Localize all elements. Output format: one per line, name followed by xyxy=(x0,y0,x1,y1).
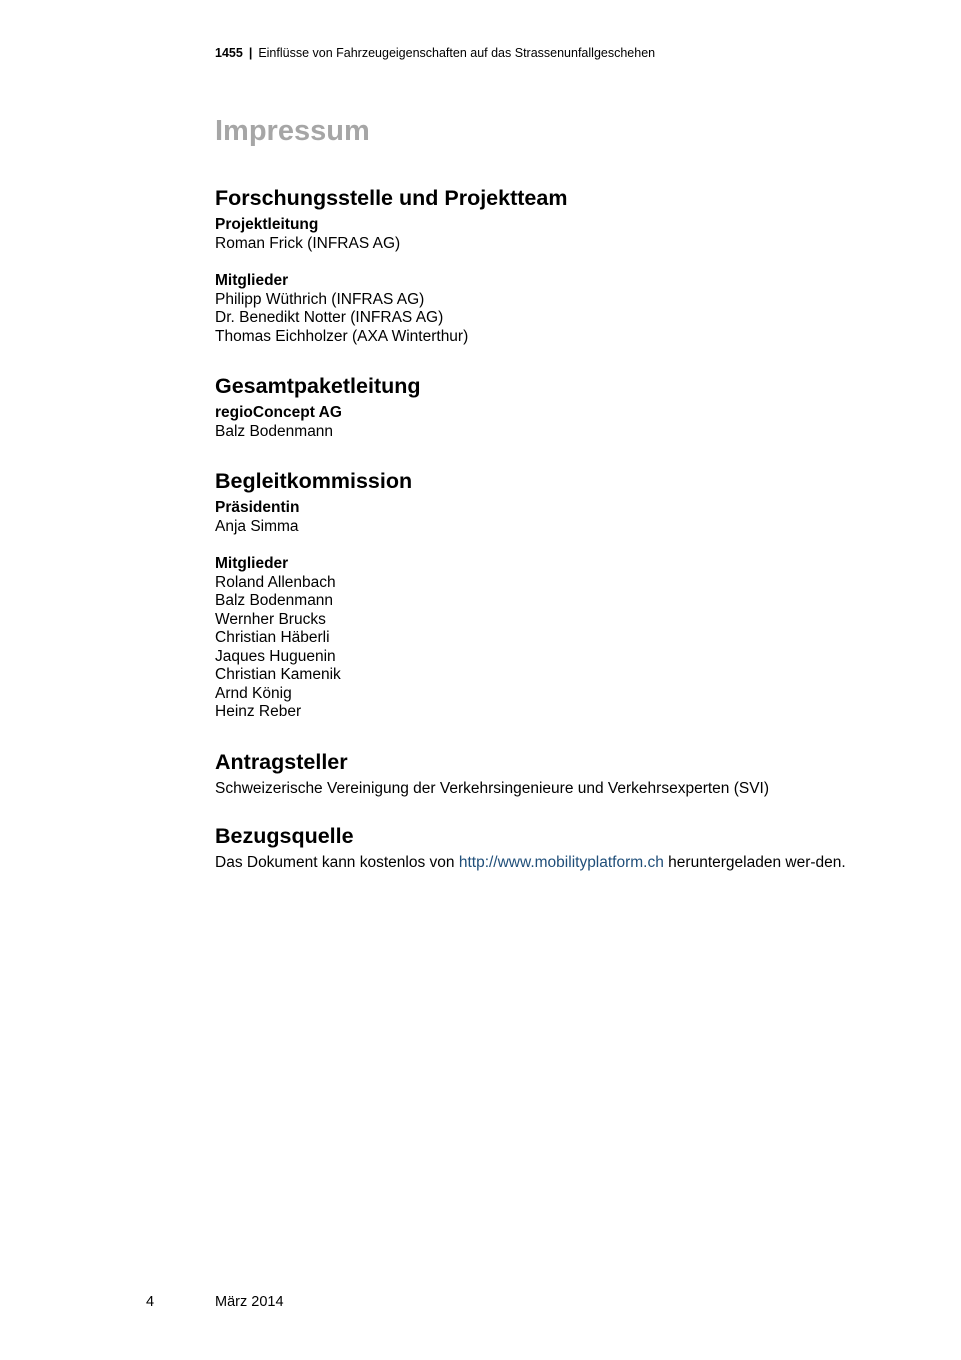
person: Dr. Benedikt Notter (INFRAS AG) xyxy=(215,309,444,326)
person: Anja Simma xyxy=(215,517,299,535)
section-heading: Forschungsstelle und Projektteam xyxy=(215,186,568,210)
group-title: Mitglieder xyxy=(215,272,289,289)
group-title: Präsidentin xyxy=(215,499,300,516)
source-text-after: heruntergeladen wer-den. xyxy=(668,854,846,871)
person: Balz Bodenmann xyxy=(215,592,334,609)
group-members xyxy=(215,272,857,346)
section-commission xyxy=(215,467,857,722)
person: Thomas Eichholzer (AXA Winterthur) xyxy=(215,327,469,345)
mobilityplatform-link[interactable]: http://www.mobilityplatform.ch xyxy=(458,854,664,871)
group-members xyxy=(215,555,857,722)
section-heading: Gesamtpaketleitung xyxy=(215,374,421,398)
group-organization xyxy=(215,404,857,441)
person: Roland Allenbach xyxy=(215,573,336,591)
group-title: Projektleitung xyxy=(215,216,319,233)
person: Philipp Wüthrich (INFRAS AG) xyxy=(215,290,425,308)
page-content xyxy=(215,112,857,873)
section-source xyxy=(215,822,857,873)
report-title: Einflüsse von Fahrzeugeigenschaften auf das Strassenunfallgeschehen xyxy=(258,46,656,60)
person: Christian Häberli xyxy=(215,629,330,646)
section-heading: Begleitkommission xyxy=(215,469,413,493)
running-header xyxy=(215,45,655,61)
group-title: regioConcept AG xyxy=(215,404,342,421)
source-text xyxy=(215,854,857,873)
header-separator: | xyxy=(248,46,253,60)
section-package-lead xyxy=(215,372,857,441)
person: Arnd König xyxy=(215,684,292,702)
person: Christian Kamenik xyxy=(215,666,341,683)
person: Roman Frick (INFRAS AG) xyxy=(215,234,401,252)
person: Wernher Brucks xyxy=(215,610,326,628)
person: Jaques Huguenin xyxy=(215,647,336,665)
source-text-before: Das Dokument kann kostenlos von xyxy=(215,854,455,871)
section-heading: Bezugsquelle xyxy=(215,824,354,848)
person: Balz Bodenmann xyxy=(215,422,334,440)
group-title: Mitglieder xyxy=(215,555,289,572)
page-title: Impressum xyxy=(215,115,370,147)
publication-date: März 2014 xyxy=(215,1294,284,1310)
report-number: 1455 xyxy=(215,46,243,60)
section-heading: Antragsteller xyxy=(215,749,348,774)
page-number: 4 xyxy=(146,1294,155,1310)
applicant-text: Schweizerische Vereinigung der Verkehrsingenieure und Verkehrsexperten (SVI) xyxy=(215,779,770,797)
person: Heinz Reber xyxy=(215,703,302,720)
section-applicant xyxy=(215,748,857,799)
group-project-lead xyxy=(215,216,857,253)
group-president xyxy=(215,499,857,536)
section-research xyxy=(215,184,857,346)
